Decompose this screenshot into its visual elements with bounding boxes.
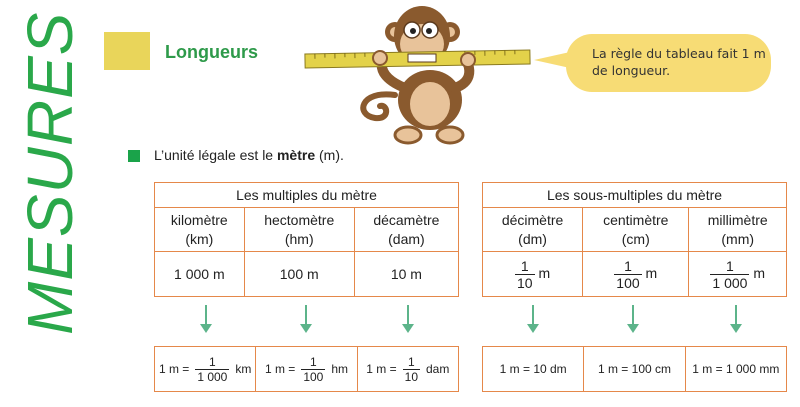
unit-value-cell: $\frac{1}{10}$ m [483,252,583,297]
legal-unit-sentence: L’unité légale est le mètre (m). [154,147,344,163]
submultiples-conversion-row [482,346,787,392]
fraction: $\frac{1}{10}$ [516,257,533,291]
down-arrow-icon [735,305,737,331]
unit-name-cell: décamètre (dam) [354,208,458,252]
fraction: $\frac{1}{10}$ [404,354,418,384]
down-arrow-icon [205,305,207,331]
side-title: MESURES [14,11,86,335]
fraction: $\frac{1}{100}$ [616,257,640,291]
speech-bubble-tail [534,52,570,68]
fraction: $\frac{1}{1 000}$ [197,354,228,384]
conversion-cell: 1 m = $\frac{1}{10}$ dam [366,354,450,384]
unit-value-cell: 10 m [354,252,458,297]
unit-name-cell: kilomètre (km) [155,208,245,252]
fraction: $\frac{1}{100}$ [303,354,324,384]
down-arrow-icon [407,305,409,331]
fraction: $\frac{1}{1 000}$ [712,257,748,291]
down-arrow-icon [632,305,634,331]
legal-unit-name: mètre [276,147,316,163]
conversion-cell: 1 m = 1 000 mm [692,362,780,376]
unit-name-cell: décimètre (dm) [483,208,583,252]
down-arrow-icon [305,305,307,331]
conversion-cell: 1 m = $\frac{1}{1 000}$ km [155,347,256,391]
conversion-cell: 1 m = $\frac{1}{100}$ hm [256,347,357,391]
unit-value-cell: $\frac{1}{1 000}$ m [689,252,787,297]
multiples-title: Les multiples du mètre [155,183,459,208]
conversion-cell: 1 m = 10 dm [483,347,584,391]
down-arrow-icon [532,305,534,331]
section-title: Longueurs [165,42,258,62]
monkey-with-ruler-illustration [300,0,535,150]
unit-value-cell: $\frac{1}{100}$ m [583,252,689,297]
section-color-swatch [104,32,150,70]
conversion-cell: 1 m = 100 cm [584,347,685,391]
unit-name-cell: hectomètre (hm) [244,208,354,252]
unit-name-cell: centimètre (cm) [583,208,689,252]
unit-name-cell: millimètre (mm) [689,208,787,252]
multiples-table [154,182,459,297]
submultiples-title: Les sous-multiples du mètre [483,183,787,208]
unit-value-cell: 1 000 m [155,252,245,297]
multiples-conversion-row [154,346,459,392]
unit-value-cell: 100 m [244,252,354,297]
green-bullet-icon [128,150,140,162]
submultiples-table [482,182,787,297]
speech-bubble-text: La règle du tableau fait 1 m de longueur. [592,46,766,78]
